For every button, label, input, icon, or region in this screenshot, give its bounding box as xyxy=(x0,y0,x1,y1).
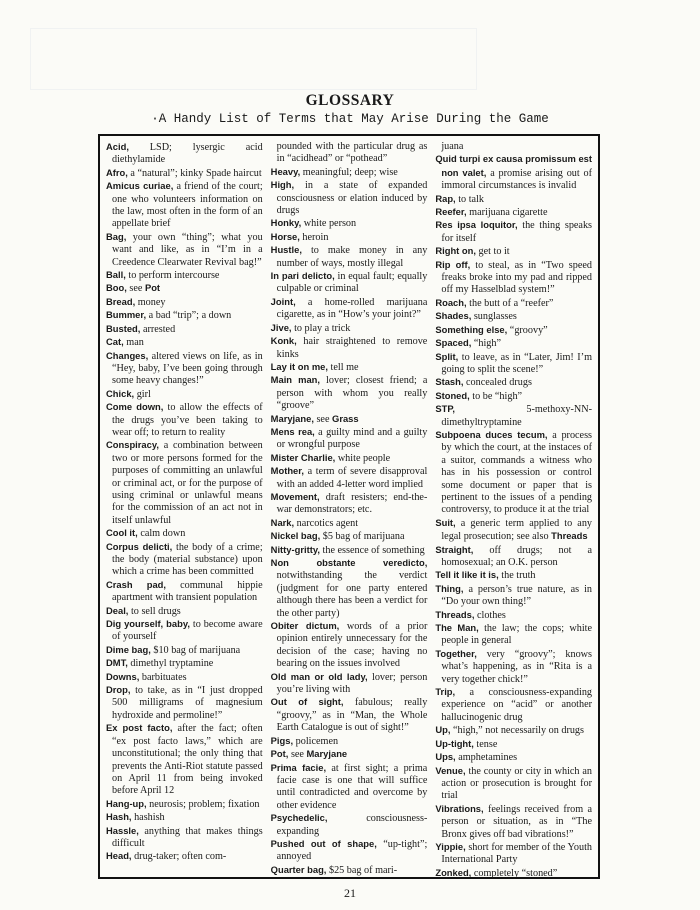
glossary-term: Shades, xyxy=(435,310,472,322)
glossary-entry xyxy=(435,686,592,724)
glossary-definition: a “natural”; kinky Spade haircut xyxy=(127,167,262,179)
glossary-entry xyxy=(106,309,263,322)
glossary-term: Nark, xyxy=(270,516,295,528)
glossary-definition: anything that makes things difficult xyxy=(112,825,263,849)
glossary-definition: your own “thing”; what you want and like, as in “I’m in a Creedence Clearwater Revival bag!” xyxy=(112,231,263,268)
glossary-definition: man xyxy=(123,337,144,349)
glossary-entry xyxy=(271,361,428,374)
glossary-entry xyxy=(271,413,428,426)
glossary-entry xyxy=(435,544,592,570)
glossary-term: Split, xyxy=(435,350,459,362)
glossary-term: Downs, xyxy=(106,670,140,682)
glossary-entry xyxy=(435,376,592,389)
glossary-term: The Man, xyxy=(435,622,479,634)
glossary-term: Bummer, xyxy=(106,309,147,321)
glossary-entry xyxy=(271,530,428,543)
glossary-entry xyxy=(435,724,592,737)
glossary-definition: $10 bag of marijuana xyxy=(150,644,241,656)
glossary-entry xyxy=(271,217,428,230)
glossary-definition: concealed drugs xyxy=(463,377,532,389)
glossary-term: Busted, xyxy=(106,322,141,334)
glossary-term: Maryjane, xyxy=(270,412,314,424)
glossary-entry xyxy=(435,206,592,219)
glossary-entry xyxy=(435,351,592,377)
glossary-definition: the body of a crime; the body (material substance) upon which a crime has been committed xyxy=(112,541,263,578)
glossary-entry xyxy=(271,141,428,166)
glossary-term: Crash pad, xyxy=(106,578,167,590)
glossary-term: Right on, xyxy=(435,245,476,257)
glossary-entry xyxy=(106,401,263,439)
glossary-term: Quarter bag, xyxy=(270,863,327,875)
glossary-entry xyxy=(106,336,263,349)
glossary-entry xyxy=(106,296,263,309)
glossary-definition: communal hippie apartment with transient population xyxy=(112,579,263,604)
glossary-definition: “up-tight”; annoyed xyxy=(276,838,428,863)
glossary-term: Movement, xyxy=(270,490,320,502)
glossary-term: Boo, xyxy=(106,282,127,294)
glossary-definition: off drugs; not a homosexual; an O.K. person xyxy=(441,544,593,568)
glossary-term: Main man, xyxy=(270,374,321,386)
glossary-definition: the law; the cops; white people in general xyxy=(441,623,593,647)
glossary-definition: $25 bag of mari- xyxy=(326,864,398,876)
glossary-definition: LSD; lysergic acid diethylamide xyxy=(112,142,263,166)
glossary-term: Obiter dictum, xyxy=(270,620,340,632)
glossary-term: Honky, xyxy=(270,217,302,229)
glossary-definition: drug-taker; often com- xyxy=(131,851,227,863)
glossary-term: Ex post facto, xyxy=(106,722,173,734)
glossary-entry xyxy=(271,812,428,838)
glossary-definition: a guilty mind and a guilty or wrongful purpose xyxy=(276,426,428,451)
glossary-entry xyxy=(271,452,428,465)
glossary-term: Rap, xyxy=(435,192,456,204)
glossary-term: Rip off, xyxy=(435,258,471,270)
glossary-term: Thing, xyxy=(435,582,464,594)
glossary-term: Trip, xyxy=(435,686,456,698)
glossary-term: Dig yourself, baby, xyxy=(106,618,190,630)
glossary-box xyxy=(98,134,600,879)
page-title: GLOSSARY xyxy=(305,92,395,109)
glossary-definition: in equal fault; equally culpable or criminal xyxy=(276,271,428,295)
glossary-term: Out of sight, xyxy=(270,696,344,708)
glossary-term: Mens rea, xyxy=(270,425,315,437)
glossary-entry xyxy=(435,648,592,686)
glossary-definition: a process by which the court, at the instaces of a suitor, commands a witness who has in his possession or control some document or paper that is pertinent to the issues of a pending controversy, to produce it at the trial xyxy=(441,429,593,516)
glossary-definition: very “groovy”; knows what’s happening, as in “Rita is a very together chick!” xyxy=(441,648,593,685)
glossary-definition: a bad “trip”; a down xyxy=(146,310,232,322)
glossary-entry xyxy=(271,735,428,748)
glossary-entry xyxy=(435,609,592,622)
glossary-term: High, xyxy=(270,179,295,191)
glossary-definition: the essence of something xyxy=(319,544,425,556)
glossary-term: Straight, xyxy=(435,543,474,555)
glossary-definition: tell me xyxy=(327,361,359,373)
glossary-entry xyxy=(271,864,428,877)
glossary-entry xyxy=(271,620,428,671)
glossary-entry xyxy=(106,671,263,684)
glossary-entry xyxy=(271,335,428,361)
glossary-entry xyxy=(106,722,263,797)
glossary-term: Cat, xyxy=(106,336,124,348)
glossary-term: Conspiracy, xyxy=(106,439,159,451)
glossary-entry xyxy=(271,179,428,217)
glossary-term: Old man or old lady, xyxy=(270,670,368,682)
glossary-entry xyxy=(106,541,263,579)
glossary-definition: to talk xyxy=(455,193,484,205)
glossary-term: Head, xyxy=(106,850,132,862)
glossary-definition: white person xyxy=(301,218,357,230)
glossary-definition: the thing speaks for itself xyxy=(441,220,593,244)
glossary-entry xyxy=(271,426,428,452)
glossary-entry xyxy=(435,751,592,764)
glossary-entry xyxy=(435,245,592,258)
glossary-entry xyxy=(106,350,263,388)
glossary-definition: to leave, as in “Later, Jim! I’m going to split the scene!” xyxy=(441,351,593,375)
glossary-definition: to play a trick xyxy=(291,322,351,334)
glossary-term: Tell it like it is, xyxy=(435,569,499,581)
glossary-entry xyxy=(435,517,592,544)
glossary-definition: see xyxy=(313,413,333,425)
glossary-definition: hashish xyxy=(131,812,165,824)
glossary-term: Heavy, xyxy=(270,165,301,177)
glossary-term: Psychedelic, xyxy=(270,812,328,824)
glossary-entry xyxy=(435,583,592,609)
glossary-definition: “high,” not necessarily on drugs xyxy=(450,725,584,737)
glossary-definition: to make money in any number of ways, mostly illegal xyxy=(276,245,428,269)
glossary-entry xyxy=(106,618,263,644)
glossary-entry xyxy=(106,141,263,167)
glossary-definition: white people xyxy=(335,452,391,464)
glossary-entry xyxy=(271,838,428,864)
glossary-definition: a friend of the court; one who volunteers information on the law, most often in the form of an appellate brief xyxy=(112,181,263,230)
glossary-term: Venue, xyxy=(435,764,466,776)
glossary-term: Bread, xyxy=(106,295,136,307)
glossary-term: Threads, xyxy=(435,608,475,620)
glossary-entry xyxy=(271,296,428,322)
glossary-term: Joint, xyxy=(270,295,296,307)
glossary-term: Amicus curiae, xyxy=(106,180,174,192)
glossary-term: Res ipsa loquitor, xyxy=(435,219,518,231)
glossary-definition: the butt of a “reefer” xyxy=(466,297,554,309)
glossary-term: Hash, xyxy=(106,811,132,823)
glossary-entry xyxy=(271,557,428,620)
glossary-definition: meaningful; deep; wise xyxy=(300,166,398,178)
glossary-definition: to sell drugs xyxy=(128,605,181,617)
glossary-definition: a person’s true nature, as in “Do your own thing!” xyxy=(441,583,593,608)
glossary-entry xyxy=(435,390,592,403)
glossary-definition: lover; person you’re living with xyxy=(276,671,428,696)
glossary-entry xyxy=(435,841,592,867)
glossary-definition: a combination between two or more persons formed for the purposes of committing an unlawful or criminal act, or for the purpose of using criminal or unlawful means for the commission of an act not in itself unlawful xyxy=(112,440,263,526)
glossary-definition: a promise arising out of immoral circumstances is invalid xyxy=(441,167,593,192)
glossary-term: Subpoena duces tecum, xyxy=(435,428,548,440)
glossary-entry xyxy=(271,762,428,813)
glossary-definition: dimethyl tryptamine xyxy=(127,658,214,670)
glossary-term: Deal, xyxy=(106,604,129,616)
glossary-term: Yippie, xyxy=(435,840,466,852)
glossary-entry xyxy=(435,310,592,323)
glossary-entry xyxy=(106,282,263,295)
glossary-term: Roach, xyxy=(435,296,467,308)
glossary-term: Mister Charlie, xyxy=(270,451,336,463)
glossary-term: Changes, xyxy=(106,349,149,361)
glossary-entry xyxy=(271,231,428,244)
glossary-term: Up-tight, xyxy=(435,737,474,749)
glossary-entry xyxy=(271,696,428,734)
glossary-definition: a consciousness-expanding experience on “acid” or another hallucinogenic drug xyxy=(441,687,593,723)
glossary-cross-reference: Grass xyxy=(332,412,359,424)
glossary-definition: to perform intercourse xyxy=(125,270,220,282)
glossary-entry xyxy=(435,429,592,517)
glossary-definition: in a state of expanded consciousness or elation induced by drugs xyxy=(276,180,428,217)
glossary-entry xyxy=(435,738,592,751)
glossary-definition: fabulous; really “groovy,” as in “Man, the Whole Earth Catalogue is out of sight!” xyxy=(276,697,428,734)
glossary-entry xyxy=(435,324,592,337)
glossary-definition: clothes xyxy=(474,609,506,621)
glossary-term: Something else, xyxy=(435,323,508,335)
glossary-term: Konk, xyxy=(270,335,297,347)
glossary-definition: to be “high” xyxy=(469,390,523,402)
glossary-entry xyxy=(106,657,263,670)
glossary-definition: altered views on life, as in “Hey, baby, I’ve been going through some heavy changes!” xyxy=(112,350,263,387)
glossary-definition: money xyxy=(135,296,166,308)
glossary-entry xyxy=(271,671,428,697)
glossary-definition: policemen xyxy=(293,735,339,747)
glossary-entry xyxy=(435,622,592,648)
glossary-entry xyxy=(271,748,428,761)
glossary-entry xyxy=(271,544,428,557)
glossary-term: Nitty-gritty, xyxy=(270,543,320,555)
glossary-definition: to steal, as in “Two speed freaks broke into my pad and ripped off my Hasselblad system!” xyxy=(441,259,593,296)
glossary-term: Pushed out of shape, xyxy=(270,837,377,849)
glossary-definition: to become aware of yourself xyxy=(112,619,263,643)
glossary-term: Afro, xyxy=(106,166,128,178)
glossary-term: Pigs, xyxy=(270,734,294,746)
glossary-definition: hair straightened to remove kinks xyxy=(276,336,428,360)
glossary-entry xyxy=(106,605,263,618)
glossary-term: Mother, xyxy=(270,465,305,477)
glossary-entry xyxy=(271,244,428,270)
glossary-term: Stash, xyxy=(435,376,464,388)
glossary-definition: the county or city in which an action or prosecution is brought for trial xyxy=(441,765,593,802)
glossary-term: Lay it on me, xyxy=(270,360,328,372)
glossary-definition: amphetamines xyxy=(455,752,518,764)
glossary-definition: notwithstanding the verdict (judgment for one party entered although there has been a verdict for the other party) xyxy=(276,570,428,619)
glossary-definition: to allow the effects of the drugs you’ve been taking to wear off; to return to reality xyxy=(112,402,263,438)
glossary-entry xyxy=(271,465,428,491)
glossary-entry xyxy=(435,569,592,582)
glossary-entry xyxy=(106,811,263,824)
glossary-term: Chick, xyxy=(106,387,135,399)
glossary-term: Horse, xyxy=(270,230,300,242)
glossary-cross-reference: Pot xyxy=(144,282,161,294)
glossary-term: Together, xyxy=(435,647,477,659)
glossary-term: Up, xyxy=(435,724,451,736)
glossary-term: STP, xyxy=(435,403,455,415)
glossary-term: Jive, xyxy=(270,321,292,333)
glossary-term: Nickel bag, xyxy=(270,530,321,542)
glossary-entry xyxy=(106,527,263,540)
glossary-definition: see xyxy=(288,749,307,761)
glossary-entry xyxy=(106,439,263,527)
glossary-term: Hassle, xyxy=(106,824,139,836)
glossary-entry xyxy=(106,388,263,401)
glossary-cross-reference: Maryjane xyxy=(306,748,348,760)
glossary-definition: a home-rolled marijuana cigarette, as in “How’s your joint?” xyxy=(276,296,428,321)
glossary-entry xyxy=(106,644,263,657)
glossary-term: Come down, xyxy=(106,401,164,413)
glossary-term: Corpus delicti, xyxy=(106,540,173,552)
glossary-entry xyxy=(435,403,592,429)
glossary-entry xyxy=(106,180,263,231)
glossary-column-2 xyxy=(271,141,428,877)
glossary-definition: a generic term applied to any legal prosecution; see also xyxy=(441,517,593,543)
glossary-term: Reefer, xyxy=(435,206,467,218)
page-subtitle: ·A Handy List of Terms that May Arise During the Game xyxy=(151,112,549,126)
glossary-column-1 xyxy=(106,141,263,877)
glossary-definition: to take, as in “I just dropped 500 milligrams of magnesium hydroxide and permoline!” xyxy=(112,685,263,721)
glossary-cross-reference: Threads xyxy=(551,530,588,542)
glossary-term: Non obstante veredicto, xyxy=(270,557,428,568)
glossary-entry xyxy=(106,579,263,605)
glossary-entry xyxy=(435,259,592,297)
glossary-term: Quid turpi ex causa promissum est non valet, xyxy=(435,153,593,178)
glossary-entry xyxy=(106,850,263,863)
glossary-entry xyxy=(435,193,592,206)
glossary-definition: get to it xyxy=(475,246,510,258)
glossary-definition: calm down xyxy=(137,528,186,540)
glossary-term: Ups, xyxy=(435,751,456,763)
glossary-entry xyxy=(106,167,263,180)
glossary-entry xyxy=(435,297,592,310)
glossary-entry xyxy=(271,270,428,296)
glossary-definition: feelings received from a person or situation, as in “The Bronx gives off bad vibrations!” xyxy=(441,803,593,840)
glossary-term: Vibrations, xyxy=(435,802,484,814)
glossary-definition: neurosis; problem; fixation xyxy=(146,798,260,810)
glossary-term: Stoned, xyxy=(435,389,470,401)
glossary-term: Ball, xyxy=(106,269,126,281)
glossary-definition: girl xyxy=(134,388,151,400)
glossary-definition: “groovy” xyxy=(507,324,548,336)
glossary-definition: arrested xyxy=(140,323,176,335)
glossary-term: Dime bag, xyxy=(106,643,151,655)
glossary-term: Pot, xyxy=(270,748,289,760)
glossary-term: Bag, xyxy=(106,230,127,242)
page-number: 21 xyxy=(344,886,356,900)
glossary-term: In pari delicto, xyxy=(270,270,335,282)
glossary-column-3 xyxy=(435,141,592,877)
glossary-definition: short for member of the Youth International Party xyxy=(441,841,593,866)
glossary-definition: see xyxy=(126,283,145,295)
glossary-entry xyxy=(271,166,428,179)
glossary-term: Suit, xyxy=(435,516,456,528)
glossary-definition: after the fact; often “ex post facto laws,” which are unconstitutional; the only thing that prevents the Anti-Riot statute passed on April 11 from being invoked before April 12 xyxy=(112,723,263,797)
glossary-definition: “high” xyxy=(471,338,501,350)
glossary-definition: lover; closest friend; a person with whom you really “groove” xyxy=(276,375,428,412)
glossary-entry xyxy=(271,517,428,530)
glossary-entry xyxy=(106,825,263,851)
bleed-through-ghost xyxy=(30,28,477,90)
glossary-entry xyxy=(435,337,592,350)
glossary-definition: juana xyxy=(441,141,464,152)
glossary-entry xyxy=(106,323,263,336)
glossary-definition: a term of severe disapproval with an added 4-letter word implied xyxy=(276,466,428,490)
glossary-entry xyxy=(435,141,592,153)
glossary-definition: $5 bag of marijuana xyxy=(320,531,405,543)
glossary-entry xyxy=(435,153,592,192)
glossary-definition: 5-methoxy-NN-dimethyltryptamine xyxy=(441,404,593,428)
glossary-entry xyxy=(271,322,428,335)
glossary-entry xyxy=(271,374,428,412)
glossary-term: Acid, xyxy=(106,141,129,152)
glossary-definition: barbituates xyxy=(139,671,187,683)
glossary-entry xyxy=(271,491,428,517)
glossary-entry xyxy=(435,219,592,245)
glossary-term: Zonked, xyxy=(435,866,472,878)
glossary-entry xyxy=(106,231,263,269)
glossary-entry xyxy=(435,765,592,803)
glossary-definition: words of a prior opinion entirely unnecessary for the decision of the case; having no bearing on the issues involved xyxy=(276,621,428,670)
glossary-entry xyxy=(435,867,592,880)
glossary-definition: completely “stoned” xyxy=(471,867,558,879)
glossary-term: Hustle, xyxy=(270,244,302,256)
glossary-definition: consciousness-expanding xyxy=(276,813,428,837)
glossary-definition: tense xyxy=(473,738,498,750)
glossary-definition: draft resisters; end-the-war demonstrators; etc. xyxy=(276,491,428,516)
glossary-entry xyxy=(106,684,263,722)
glossary-term: Spaced, xyxy=(435,337,472,349)
glossary-definition: narcotics agent xyxy=(294,517,359,529)
glossary-definition: at first sight; a prima facie case is one that will suffice until contradicted and overcome by other evidence xyxy=(276,762,428,811)
glossary-term: DMT, xyxy=(106,657,128,669)
glossary-definition: heroin xyxy=(299,231,329,243)
glossary-definition: sunglasses xyxy=(471,311,517,323)
glossary-term: Cool it, xyxy=(106,527,138,539)
glossary-definition: pounded with the particular drug as in “acidhead” or “pothead” xyxy=(276,141,428,165)
glossary-definition: the truth xyxy=(498,570,536,582)
glossary-columns xyxy=(106,141,592,877)
glossary-term: Drop, xyxy=(106,684,131,696)
glossary-entry xyxy=(435,803,592,841)
glossary-definition: marijuana cigarette xyxy=(466,207,548,219)
glossary-term: Hang-up, xyxy=(106,797,147,809)
glossary-entry xyxy=(106,269,263,282)
glossary-term: Prima facie, xyxy=(270,761,327,773)
glossary-entry xyxy=(106,798,263,811)
